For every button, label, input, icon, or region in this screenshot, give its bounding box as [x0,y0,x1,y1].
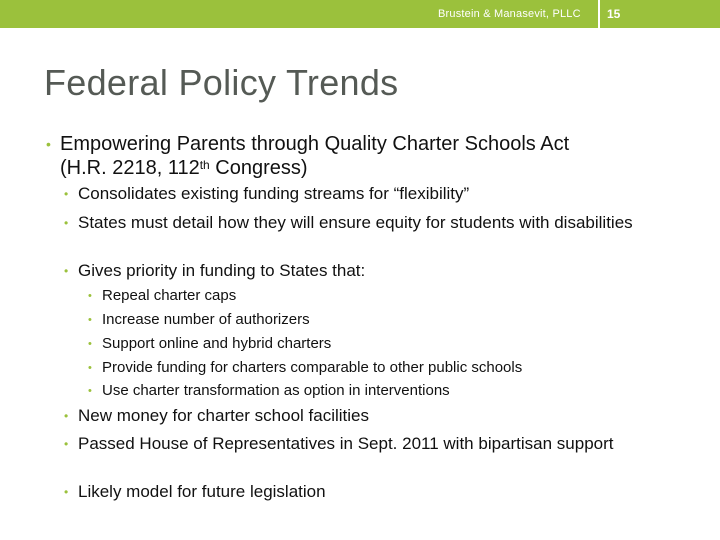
main-bullet-line2 [60,156,710,180]
sub-bullet-text: Likely model for future legislation [78,482,326,501]
bullet-icon: • [64,409,69,423]
main-bullet-line2-prefix: (H.R. 2218, 112 [60,157,200,179]
bullet-icon: • [64,437,69,451]
main-bullet-line2-sup: th [199,158,210,172]
header-bar [0,0,720,28]
firm-name: Brustein & Manasevit, PLLC [438,8,581,20]
bullet-icon: • [64,485,69,499]
header-divider [598,0,600,28]
main-bullet-line2-suffix: Congress) [209,157,308,179]
page-number: 15 [607,7,621,21]
sub-bullet-text: Gives priority in funding to States that: [78,261,366,280]
main-bullet-line1: Empowering Parents through Quality Charter Schools Act [60,133,570,155]
priority-item-text: Use charter transformation as option in interventions [102,382,450,399]
slide-title: Federal Policy Trends [44,62,399,103]
bullet-icon: • [64,264,69,278]
priority-item-text: Provide funding for charters comparable to other public schools [102,359,523,376]
bullet-icon: • [64,216,69,230]
priority-item-text: Increase number of authorizers [102,311,310,328]
sub-bullet-text: New money for charter school facilities [78,406,370,425]
sub-bullet-text: States must detail how they will ensure equity for students with disabilities [78,213,633,232]
bullet-icon: • [88,362,92,374]
priority-item-text: Repeal charter caps [102,287,237,304]
bullet-icon: • [64,187,69,201]
sub-bullet-text: Consolidates existing funding streams for “flexibility” [78,184,470,203]
bullet-icon: • [88,385,92,397]
bullet-icon: • [46,136,51,152]
bullet-icon: • [88,338,92,350]
bullet-icon: • [88,314,92,326]
priority-item-text: Support online and hybrid charters [102,335,332,352]
bullet-icon: • [88,290,92,302]
sub-bullet-text: Passed House of Representatives in Sept. 2011 with bipartisan support [78,434,614,453]
